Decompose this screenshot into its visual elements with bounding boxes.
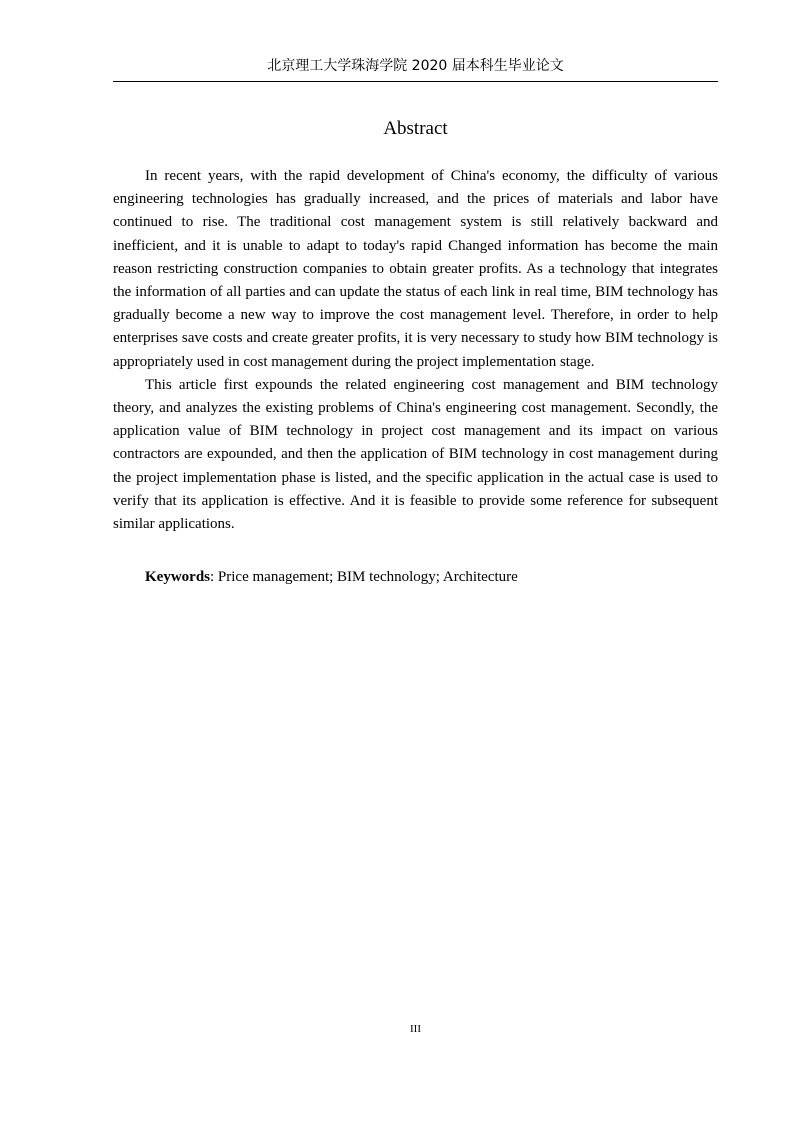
- header-rule: [113, 81, 718, 82]
- page-number: III: [410, 1023, 421, 1035]
- abstract-heading: Abstract: [383, 118, 448, 139]
- running-header: 北京理工大学珠海学院 2020 届本科生毕业论文: [267, 58, 564, 74]
- abstract-body: [113, 165, 718, 536]
- abstract-paragraph-2: This article first expounds the related engineering cost management and BIM technology theory, and analyzes the existing problems of China's engineering cost management. Secondly, the application value of BIM technology in project cost management and its impact on various contractors are expounded, and then the application of BIM technology in cost management during the project implementation phase is listed, and the specific application in the actual case is used to verify that its application is effective. And it is feasible to provide some reference for subsequent similar applications.: [113, 376, 718, 533]
- keywords-label: Keywords: [145, 569, 210, 585]
- keywords-list: : Price management; BIM technology; Architecture: [210, 569, 518, 585]
- keywords-line: [113, 566, 718, 589]
- abstract-paragraph-1: In recent years, with the rapid development of China's economy, the difficulty of various engineering technologies has gradually increased, and the prices of materials and labor have continued to rise. The traditional cost management system is still relatively backward and inefficient, and it is unable to adapt to today's rapid Changed information has become the main reason restricting construction companies to obtain greater profits. As a technology that integrates the information of all parties and can update the status of each link in real time, BIM technology has gradually become a new way to improve the cost management level. Therefore, in order to help enterprises save costs and create greater profits, it is very necessary to study how BIM technology is appropriately used in cost management during the project implementation stage.: [113, 168, 718, 370]
